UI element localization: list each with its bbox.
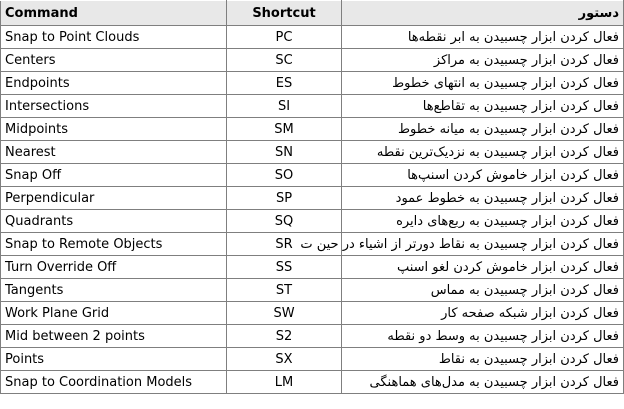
table-row <box>1 72 624 95</box>
command-cell: Tangents <box>1 279 227 302</box>
persian-description-cell: فعال کردن ابزار شبکه صفحه کار <box>342 302 624 325</box>
command-cell: Snap Off <box>1 164 227 187</box>
persian-description-cell: فعال کردن ابزار چسبیدن به وسط دو نقطه <box>342 325 624 348</box>
table-row <box>1 279 624 302</box>
persian-description-cell: فعال کردن ابزار چسبیدن به نقاط <box>342 348 624 371</box>
command-cell: Quadrants <box>1 210 227 233</box>
command-cell: Turn Override Off <box>1 256 227 279</box>
persian-description-cell: فعال کردن ابزار چسبیدن به مدل‌های هماهنگی <box>342 371 624 394</box>
command-cell: Snap to Remote Objects <box>1 233 227 256</box>
table-row <box>1 49 624 72</box>
table-row <box>1 256 624 279</box>
table-row <box>1 371 624 394</box>
persian-description-cell: فعال کردن ابزار چسبیدن به تقاطع‌ها <box>342 95 624 118</box>
table-row <box>1 210 624 233</box>
persian-description-cell: فعال کردن ابزار چسبیدن به میانه خطوط <box>342 118 624 141</box>
table-row <box>1 348 624 371</box>
persian-description-cell: فعال کردن ابزار چسبیدن به ابر نقطه‌ها <box>342 26 624 49</box>
command-cell: Nearest <box>1 141 227 164</box>
shortcut-cell: SX <box>227 348 342 371</box>
table-row <box>1 95 624 118</box>
shortcut-cell: SC <box>227 49 342 72</box>
persian-description-cell: فعال کردن ابزار خاموش کردن لغو اسنپ <box>342 256 624 279</box>
persian-description-cell: فعال کردن ابزار چسبیدن به نقاط دورتر از اشیاء در حین ت <box>342 233 624 256</box>
persian-description-cell: فعال کردن ابزار چسبیدن به خطوط عمود <box>342 187 624 210</box>
table-row <box>1 233 624 256</box>
shortcut-cell: SP <box>227 187 342 210</box>
shortcut-cell: SI <box>227 95 342 118</box>
table-row <box>1 141 624 164</box>
command-cell: Intersections <box>1 95 227 118</box>
table-row <box>1 325 624 348</box>
persian-description-cell: فعال کردن ابزار چسبیدن به ربع‌های دایره <box>342 210 624 233</box>
command-cell: Midpoints <box>1 118 227 141</box>
command-cell: Work Plane Grid <box>1 302 227 325</box>
shortcut-cell: LM <box>227 371 342 394</box>
header-persian: دستور <box>342 1 624 26</box>
command-cell: Snap to Point Clouds <box>1 26 227 49</box>
shortcut-cell: ST <box>227 279 342 302</box>
persian-description-cell: فعال کردن ابزار چسبیدن به انتهای خطوط <box>342 72 624 95</box>
table-row <box>1 164 624 187</box>
header-command: Command <box>1 1 227 26</box>
table-row <box>1 187 624 210</box>
shortcut-cell: SR <box>227 233 342 256</box>
table-row <box>1 118 624 141</box>
header-shortcut: Shortcut <box>227 1 342 26</box>
shortcut-cell: ES <box>227 72 342 95</box>
command-cell: Snap to Coordination Models <box>1 371 227 394</box>
command-cell: Mid between 2 points <box>1 325 227 348</box>
table-body <box>1 26 624 394</box>
shortcut-cell: SS <box>227 256 342 279</box>
shortcut-cell: SW <box>227 302 342 325</box>
persian-description-cell: فعال کردن ابزار چسبیدن به مراکز <box>342 49 624 72</box>
command-cell: Centers <box>1 49 227 72</box>
persian-description-cell: فعال کردن ابزار چسبیدن به مماس <box>342 279 624 302</box>
table-row <box>1 26 624 49</box>
shortcut-cell: PC <box>227 26 342 49</box>
header-row <box>1 1 624 26</box>
shortcut-cell: SO <box>227 164 342 187</box>
shortcut-cell: SM <box>227 118 342 141</box>
shortcut-cell: SQ <box>227 210 342 233</box>
command-cell: Points <box>1 348 227 371</box>
shortcut-cell: S2 <box>227 325 342 348</box>
command-cell: Endpoints <box>1 72 227 95</box>
persian-description-cell: فعال کردن ابزار خاموش کردن اسنپ‌ها <box>342 164 624 187</box>
persian-description-cell: فعال کردن ابزار چسبیدن به نزدیک‌ترین نقطه <box>342 141 624 164</box>
table-row <box>1 302 624 325</box>
shortcut-cell: SN <box>227 141 342 164</box>
command-cell: Perpendicular <box>1 187 227 210</box>
